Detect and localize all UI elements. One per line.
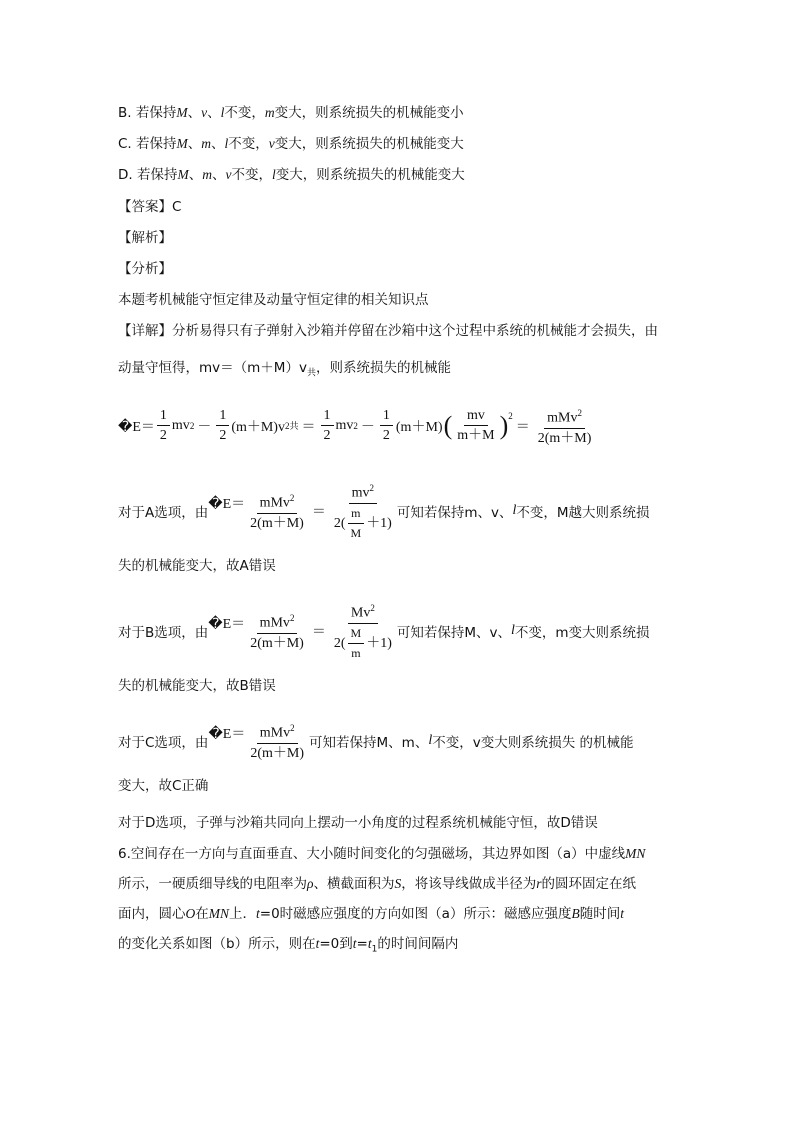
detail-line-1: 【详解】分析易得只有子弹射入沙箱并停留在沙箱中这个过程中系统的机械能才会损失，由 xyxy=(118,323,658,339)
option-b: B. 若保持M、v、l不变，m变大，则系统损失的机械能变小 xyxy=(118,105,464,121)
option-d-analysis: 对于D选项，子弹与沙箱共同向上摆动一小角度的过程系统机械能守恒，故D错误 xyxy=(118,815,598,831)
analysis-text: 本题考机械能守恒定律及动量守恒定律的相关知识点 xyxy=(118,292,429,308)
question-6-line-1: 6.空间存在一方向与直面垂直、大小随时间变化的匀强磁场，其边界如图（a）中虚线MN xyxy=(118,846,646,862)
option-b-analysis: 对于B选项，由 �E＝ $\frac{mMv^2}{2(m+M)}$ ＝ Mv$^2$ 2( $\frac{M}{m}$ ＋1) 可知若保持M、v、 l 不变，m变大则系统损 xyxy=(118,600,650,662)
answer-label: 【答案】C xyxy=(118,199,182,215)
option-c-analysis: 对于C选项，由 �E＝ $\frac{mMv^2}{2(m+M)}$ 可知若保持M、m、 l 不变，v变大则系统损失 的机械能 xyxy=(118,720,634,762)
option-a-conclusion: 失的机械能变大，故A错误 xyxy=(118,558,276,574)
fraction-velocity: $\frac{mv}{m+M}$ xyxy=(457,408,495,444)
fraction-result: $\frac{mMv^2}{2(m+M)}$ xyxy=(535,405,595,447)
fraction-half: $\frac{1}{2}$ xyxy=(216,407,229,444)
question-6-line-4: 的变化关系如图（b）所示，则在t=0到$t=t_1$的时间间隔内 xyxy=(118,936,459,955)
fraction-half: $\frac{1}{2}$ xyxy=(380,407,393,444)
option-d: D. 若保持M、m、v不变，l变大，则系统损失的机械能变大 xyxy=(118,167,465,183)
option-c-conclusion: 变大，故C正确 xyxy=(118,778,209,794)
question-6-line-2: 所示，一硬质细导线的电阻率为ρ、横截面积为S，将该导线做成半径为r的圆环固定在纸 xyxy=(118,876,636,892)
option-b-conclusion: 失的机械能变大，故B错误 xyxy=(118,678,276,694)
option-c: C. 若保持M、m、l不变，v变大，则系统损失的机械能变大 xyxy=(118,136,464,152)
question-6-line-3: 面内，圆心O在MN上．t=0时磁感应强度的方向如图（a）所示：磁感应强度B随时间t xyxy=(118,906,624,922)
detail-line-2: 动量守恒得，$mv=(m+M)v_共$，则系统损失的机械能 xyxy=(118,360,451,379)
option-a-analysis: 对于A选项，由 �E＝ $\frac{mMv^2}{2(m+M)}$ ＝ $mv^2$ 2( $\frac{m}{M}$ ＋1) 可知若保持m、v、 l 不变，M越大则系统损 xyxy=(118,480,650,542)
fraction-half: $\frac{1}{2}$ xyxy=(321,407,334,444)
formula-energy-loss: �E＝ $\frac{1}{2}$ mv 2 － $\frac{1}{2}$ (m＋M)v 2 共 ＝ $\frac{1}{2}$ mv 2 － $\frac{1}{2}$ (m＋M) ( $\frac{mv}{m+M}$ ) $^2$ ＝ $\frac{mMv^2}{2(m+M)}$ xyxy=(118,405,596,447)
fenxi-label: 【分析】 xyxy=(118,261,172,277)
fraction-half: $\frac{1}{2}$ xyxy=(157,407,170,444)
jiexi-label: 【解析】 xyxy=(118,230,172,246)
